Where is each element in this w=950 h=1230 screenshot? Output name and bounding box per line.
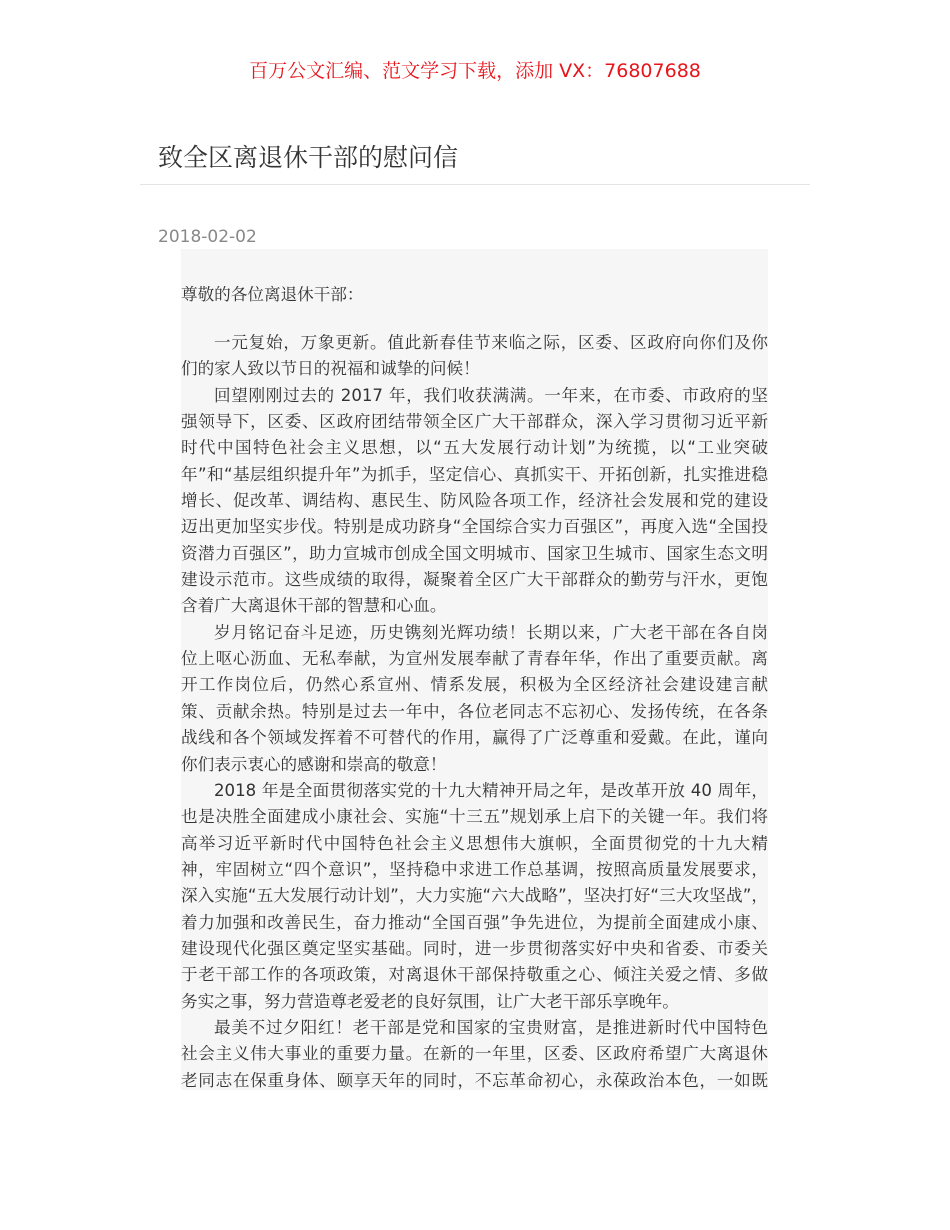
text-line: 社会主义伟大事业的重要力量。在新的一年里，区委、区政府希望广大离退休 bbox=[181, 1044, 768, 1064]
paragraph bbox=[181, 620, 768, 778]
text-line: 老同志在保重身体、颐享天年的同时，不忘革命初心，永葆政治本色，一如既 bbox=[181, 1070, 768, 1090]
text-line: 强领导下，区委、区政府团结带领全区广大干部群众，深入学习贯彻习近平新 bbox=[181, 412, 768, 432]
paragraph bbox=[181, 330, 768, 383]
text-line: 你们表示衷心的感谢和崇高的敬意！ bbox=[181, 754, 447, 774]
paragraph bbox=[181, 383, 768, 620]
letter-content bbox=[181, 330, 768, 1094]
text-line: 建设示范市。这些成绩的取得，凝聚着全区广大干部群众的勤劳与汗水，更饱 bbox=[181, 570, 768, 590]
text-line: 岁月铭记奋斗足迹，历史镌刻光辉功绩！长期以来，广大老干部在各自岗 bbox=[214, 622, 768, 642]
text-line: 年”和“基层组织提升年”为抓手，坚定信心、真抓实干、开拓创新，扎实推进稳 bbox=[181, 464, 768, 484]
text-line: 2018 年是全面贯彻落实党的十九大精神开局之年，是改革开放 40 周年， bbox=[214, 780, 768, 800]
salutation: 尊敬的各位离退休干部： bbox=[181, 285, 364, 304]
text-line: 务实之事，努力营造尊老爱老的良好氛围，让广大老干部乐享晚年。 bbox=[181, 991, 679, 1011]
text-line: 增长、促改革、调结构、惠民生、防风险各项工作，经济社会发展和党的建设 bbox=[181, 491, 768, 511]
text-line: 神，牢固树立“四个意识”，坚持稳中求进工作总基调，按照高质量发展要求， bbox=[181, 859, 768, 879]
text-line: 一元复始，万象更新。值此新春佳节来临之际，区委、区政府向你们及你 bbox=[214, 333, 768, 352]
text-line: 迈出更加坚实步伐。特别是成功跻身“全国综合实力百强区”，再度入选“全国投 bbox=[181, 517, 768, 537]
letter-body bbox=[181, 249, 768, 1090]
paragraph bbox=[181, 778, 768, 1015]
paragraph bbox=[181, 1015, 768, 1094]
text-line: 深入实施“五大发展行动计划”，大力实施“六大战略”，坚决打好“三大攻坚战”， bbox=[181, 886, 768, 906]
text-line: 开工作岗位后，仍然心系宣州、情系发展，积极为全区经济社会建设建言献 bbox=[181, 675, 768, 695]
text-line: 战线和各个领域发挥着不可替代的作用，赢得了广泛尊重和爱戴。在此，谨向 bbox=[181, 728, 768, 748]
text-line: 时代中国特色社会主义思想，以“五大发展行动计划”为统揽，以“工业突破 bbox=[181, 438, 768, 458]
promo-banner: 百万公文汇编、范文学习下载，添加 VX：76807688 bbox=[249, 60, 701, 82]
text-line: 位上呕心沥血、无私奉献，为宣州发展奉献了青春年华，作出了重要贡献。离 bbox=[181, 649, 768, 669]
text-line: 含着广大离退休干部的智慧和心血。 bbox=[181, 596, 447, 616]
text-line: 们的家人致以节日的祝福和诚挚的问候！ bbox=[181, 359, 480, 379]
text-line: 策、贡献余热。特别是过去一年中，各位老同志不忘初心、发扬传统，在各条 bbox=[181, 701, 768, 721]
text-line: 建设现代化强区奠定坚实基础。同时，进一步贯彻落实好中央和省委、市委关 bbox=[181, 938, 768, 958]
publish-date: 2018-02-02 bbox=[158, 227, 257, 247]
text-line: 回望刚刚过去的 2017 年，我们收获满满。一年来，在市委、市政府的坚 bbox=[214, 385, 768, 405]
title-divider bbox=[140, 184, 810, 185]
text-line: 也是决胜全面建成小康社会、实施“十三五”规划承上启下的关键一年。我们将 bbox=[181, 807, 768, 827]
text-line: 着力加强和改善民生，奋力推动“全国百强”争先进位，为提前全面建成小康、 bbox=[181, 912, 768, 932]
text-line: 资潜力百强区”，助力宣城市创成全国文明城市、国家卫生城市、国家生态文明 bbox=[181, 543, 768, 563]
text-line: 于老干部工作的各项政策，对离退休干部保持敬重之心、倾注关爱之情、多做 bbox=[181, 965, 768, 985]
text-line: 高举习近平新时代中国特色社会主义思想伟大旗帜，全面贯彻党的十九大精 bbox=[181, 833, 768, 853]
page-title: 致全区离退休干部的慰问信 bbox=[158, 143, 459, 172]
text-line: 最美不过夕阳红！老干部是党和国家的宝贵财富，是推进新时代中国特色 bbox=[214, 1017, 768, 1037]
